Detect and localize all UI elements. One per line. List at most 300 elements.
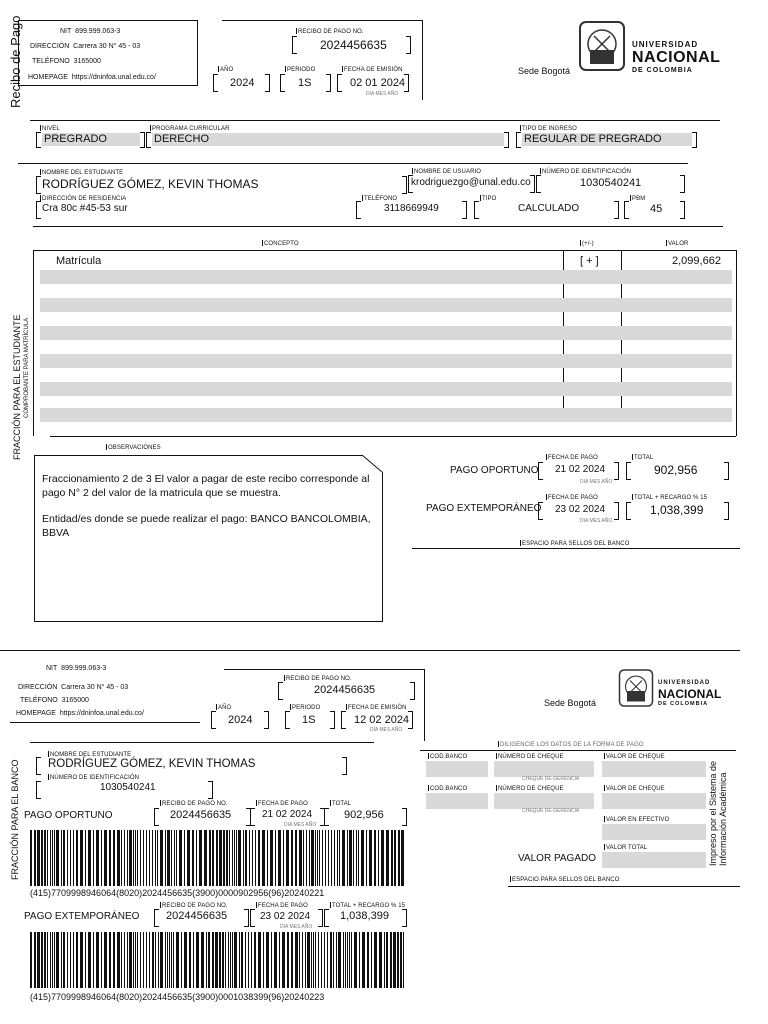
barcode-bar bbox=[271, 932, 272, 988]
barcode-bar bbox=[157, 830, 158, 886]
barcode-bar bbox=[37, 830, 40, 886]
barcode-bar bbox=[325, 830, 326, 886]
homepage-row[interactable]: HOMEPAGE https://dninfoa.unal.edu.co/ bbox=[28, 74, 156, 81]
barcode-bar bbox=[165, 932, 166, 988]
logo-text-1: UNIVERSIDAD bbox=[632, 40, 699, 49]
barcode-bar bbox=[50, 932, 51, 988]
barcode-bar bbox=[165, 830, 166, 886]
barcode-bar bbox=[390, 932, 392, 988]
ingreso-label: TIPO DE INGRESO bbox=[522, 126, 577, 132]
barcode-bar bbox=[208, 932, 210, 988]
barcode-bar bbox=[366, 830, 367, 886]
barcode-bar bbox=[129, 830, 132, 886]
barcode-bar bbox=[248, 932, 249, 988]
barcode-bar bbox=[196, 932, 199, 988]
valor-cheque-input-1[interactable] bbox=[602, 761, 706, 777]
barcode-bar bbox=[333, 932, 334, 988]
barcode-bar bbox=[334, 830, 335, 886]
barcode-bar bbox=[378, 830, 379, 886]
barcode-bar bbox=[254, 932, 256, 988]
barcode-bar bbox=[347, 830, 348, 886]
barcode-bar bbox=[236, 830, 237, 886]
concepto-value: Matrícula bbox=[56, 255, 102, 267]
barcode-bar bbox=[245, 932, 246, 988]
recargo-label: TOTAL + RECARGO % 15 bbox=[634, 495, 708, 501]
barcode-bar bbox=[267, 830, 268, 886]
barcode-bar bbox=[44, 830, 46, 886]
diligencie-label: DILIGENCIE LOS DATOS DE LA FORMA DE PAGO bbox=[500, 742, 644, 748]
barcode-bar bbox=[393, 932, 396, 988]
side-title: Recibo de Pago bbox=[8, 15, 23, 108]
num-cheque-input-2[interactable] bbox=[494, 793, 594, 809]
extemp-total: 1,038,399 bbox=[650, 503, 704, 517]
barcode-bar bbox=[52, 830, 53, 886]
barcode-bar bbox=[201, 932, 204, 988]
barcode-bar bbox=[295, 830, 297, 886]
valor-total-input[interactable] bbox=[602, 852, 706, 868]
bank-student-name: RODRÍGUEZ GÓMEZ, KEVIN THOMAS bbox=[48, 758, 256, 770]
valor-pagado-label: VALOR PAGADO bbox=[518, 853, 596, 864]
header-rule bbox=[222, 20, 422, 21]
barcode-bar bbox=[160, 830, 163, 886]
university-seal-icon bbox=[578, 20, 626, 72]
oportuno-total: 902,956 bbox=[654, 463, 698, 477]
barcode-bar bbox=[286, 830, 289, 886]
barcode-bar bbox=[212, 932, 214, 988]
concept-row-stripe bbox=[40, 270, 732, 284]
barcode-bar bbox=[184, 932, 187, 988]
barcode-bar bbox=[47, 830, 48, 886]
barcode-bar bbox=[398, 830, 400, 886]
barcode-bar bbox=[351, 932, 352, 988]
barcode-bar bbox=[331, 830, 332, 886]
barcode-bar bbox=[44, 932, 46, 988]
barcode-bar bbox=[179, 830, 182, 886]
concept-row-stripe bbox=[40, 408, 732, 422]
barcode-bar bbox=[245, 830, 247, 886]
anio-value: 2024 bbox=[230, 77, 255, 89]
barcode-bar bbox=[50, 830, 51, 886]
barcode-bar bbox=[158, 932, 159, 988]
observaciones-text-1: Fraccionamiento 2 de 3 El valor a pagar de este recibo corresponde al pago N° 2 del valor de la matricula que se muestra. bbox=[42, 473, 370, 499]
barcode-bar bbox=[291, 932, 293, 988]
barcode-bar bbox=[226, 830, 228, 886]
barcode-bar bbox=[330, 932, 332, 988]
barcode-bar bbox=[319, 830, 320, 886]
barcode-bar bbox=[204, 830, 207, 886]
barcode-oportuno bbox=[30, 830, 406, 886]
barcode-bar bbox=[394, 830, 396, 886]
barcode-bar bbox=[160, 932, 163, 988]
barcode-bar bbox=[67, 830, 68, 886]
barcode-bar bbox=[96, 932, 99, 988]
barcode-bar bbox=[229, 830, 230, 886]
barcode-bar bbox=[381, 830, 384, 886]
comprobante-label: COMPROBANTE PARA MATRÍCULA bbox=[24, 317, 30, 418]
num-cheque-input-1[interactable] bbox=[494, 761, 594, 777]
signo-value: [ + ] bbox=[580, 255, 599, 267]
barcode-bar bbox=[303, 830, 304, 886]
barcode-bar bbox=[384, 932, 385, 988]
barcode-bar bbox=[371, 932, 372, 988]
periodo-label: PERIODO bbox=[287, 67, 316, 73]
barcode-bar bbox=[266, 932, 269, 988]
barcode-bar bbox=[263, 932, 264, 988]
barcode-bar bbox=[167, 932, 168, 988]
barcode-bar bbox=[287, 932, 289, 988]
barcode-bar bbox=[219, 932, 221, 988]
telefono-student-value: 3118669949 bbox=[384, 203, 439, 214]
barcode-bar bbox=[93, 830, 94, 886]
barcode-bar bbox=[56, 932, 59, 988]
university-seal-icon-small bbox=[618, 668, 654, 708]
barcode-bar bbox=[327, 932, 328, 988]
ingreso-value: REGULAR DE PREGRADO bbox=[524, 133, 662, 145]
barcode-bar bbox=[230, 932, 231, 988]
extemp-fecha: 23 02 2024 bbox=[555, 504, 606, 515]
barcode-bar bbox=[354, 932, 357, 988]
barcode-bar bbox=[171, 932, 172, 988]
barcode-bar bbox=[34, 932, 36, 988]
barcode-bar bbox=[76, 932, 78, 988]
barcode-bar bbox=[258, 932, 261, 988]
barcode-bar bbox=[347, 932, 348, 988]
barcode-bar bbox=[52, 932, 53, 988]
direccion-residencia-label: DIRECCIÓN DE RESIDENCIA bbox=[42, 196, 127, 202]
barcode-bar bbox=[96, 830, 99, 886]
nit-row: NIT 899.999.063-3 bbox=[60, 28, 121, 35]
observaciones-text-2: Entidad/es donde se puede realizar el pago: BANCO BANCOLOMBIA, BBVA bbox=[42, 513, 371, 539]
barcode-bar bbox=[328, 830, 329, 886]
barcode-bar bbox=[41, 830, 43, 886]
concept-row-stripe bbox=[40, 354, 732, 368]
barcode-bar bbox=[73, 932, 74, 988]
barcode-bar bbox=[374, 830, 376, 886]
barcode-bar bbox=[70, 932, 71, 988]
barcode-bar bbox=[324, 932, 325, 988]
barcode-bar bbox=[113, 830, 115, 886]
barcode-bar bbox=[88, 830, 91, 886]
emision-value: 02 01 2024 bbox=[350, 77, 406, 89]
barcode-bar bbox=[353, 830, 354, 886]
barcode-bar bbox=[216, 830, 218, 886]
barcode-bar bbox=[199, 830, 202, 886]
barcode-bar bbox=[63, 932, 65, 988]
barcode-bar bbox=[54, 932, 55, 988]
fraccion-banco-label: FRACCIÓN PARA EL BANCO bbox=[10, 759, 20, 880]
barcode-text-extemporaneo: (415)7709998946064(8020)2024456635(3900)0001038399(96)20240223 bbox=[30, 992, 325, 1002]
barcode-bar bbox=[67, 932, 68, 988]
barcode-bar bbox=[401, 830, 404, 886]
concept-row-stripe bbox=[40, 298, 732, 312]
barcode-bar bbox=[345, 932, 346, 988]
barcode-bar bbox=[362, 932, 365, 988]
barcode-bar bbox=[302, 932, 303, 988]
barcode-bar bbox=[155, 932, 156, 988]
barcode-bar bbox=[283, 830, 284, 886]
barcode-bar bbox=[342, 830, 345, 886]
sellos-label: ESPACIO PARA SELLOS DEL BANCO bbox=[522, 541, 630, 547]
barcode-bar bbox=[135, 932, 136, 988]
sede: Sede Bogotá bbox=[518, 66, 571, 76]
barcode-bar bbox=[403, 932, 404, 988]
barcode-bar bbox=[343, 932, 344, 988]
barcode-bar bbox=[127, 830, 128, 886]
barcode-bar bbox=[47, 932, 48, 988]
barcode-bar bbox=[317, 830, 318, 886]
pago-oportuno-label: PAGO OPORTUNO bbox=[450, 465, 539, 476]
barcode-bar bbox=[241, 932, 243, 988]
cut-line bbox=[0, 650, 740, 651]
barcode-bar bbox=[369, 830, 372, 886]
barcode-bar bbox=[129, 932, 132, 988]
programa-label: PROGRAMA CURRICULAR bbox=[152, 126, 230, 132]
direccion-row: DIRECCIÓN Carrera 30 N° 45 - 03 bbox=[30, 43, 141, 50]
barcode-bar bbox=[34, 830, 36, 886]
barcode-bar bbox=[238, 830, 241, 886]
anio-label: AÑO bbox=[220, 67, 234, 73]
barcode-bar bbox=[299, 932, 300, 988]
barcode-bar bbox=[149, 830, 150, 886]
barcode-bar bbox=[61, 830, 62, 886]
barcode-bar bbox=[181, 932, 182, 988]
barcode-bar bbox=[117, 830, 120, 886]
barcode-bar bbox=[339, 830, 340, 886]
header-rule-v bbox=[422, 20, 423, 100]
barcode-bar bbox=[143, 932, 144, 988]
barcode-bar bbox=[124, 830, 125, 886]
barcode-bar bbox=[252, 830, 253, 886]
barcode-bar bbox=[337, 830, 338, 886]
emision-label: FECHA DE EMISIÓN bbox=[344, 67, 403, 73]
barcode-bar bbox=[41, 932, 43, 988]
cod-banco-input-1[interactable] bbox=[426, 761, 488, 777]
barcode-bar bbox=[140, 932, 141, 988]
dia-mes-anio: DIA MES AÑO bbox=[366, 91, 399, 97]
barcode-bar bbox=[232, 932, 233, 988]
barcode-bar bbox=[127, 932, 128, 988]
barcode-bar bbox=[37, 932, 40, 988]
barcode-bar bbox=[137, 932, 138, 988]
barcode-bar bbox=[282, 932, 285, 988]
barcode-bar bbox=[80, 830, 83, 886]
barcode-bar bbox=[184, 830, 185, 886]
logo-text-3: DE COLOMBIA bbox=[632, 67, 693, 74]
barcode-bar bbox=[397, 932, 399, 988]
barcode-bar bbox=[222, 932, 224, 988]
barcode-bar bbox=[117, 932, 120, 988]
barcode-bar bbox=[311, 830, 314, 886]
barcode-bar bbox=[361, 830, 364, 886]
pbm-value: 45 bbox=[650, 203, 663, 215]
bank-recibo-number: 2024456635 bbox=[314, 684, 376, 696]
nivel-value: PREGRADO bbox=[44, 133, 107, 145]
barcode-bar bbox=[121, 932, 122, 988]
barcode-bar bbox=[232, 830, 233, 886]
barcode-bar bbox=[359, 932, 360, 988]
pago-extemp-label: PAGO EXTEMPORÁNEO bbox=[426, 503, 542, 514]
barcode-bar bbox=[85, 932, 86, 988]
usuario-label: NOMBRE DE USUARIO bbox=[414, 169, 482, 175]
barcode-bar bbox=[133, 932, 134, 988]
barcode-bar bbox=[174, 830, 175, 886]
barcode-bar bbox=[196, 830, 197, 886]
bank-emision: 12 02 2024 bbox=[354, 714, 410, 726]
barcode-bar bbox=[336, 932, 337, 988]
barcode-bar bbox=[146, 830, 147, 886]
barcode-bar bbox=[61, 932, 62, 988]
barcode-bar bbox=[135, 830, 136, 886]
barcode-bar bbox=[311, 932, 312, 988]
valor-efectivo-input[interactable] bbox=[602, 824, 706, 840]
telefono-student-label: TELÉFONO bbox=[364, 196, 398, 202]
barcode-bar bbox=[76, 830, 78, 886]
barcode-bar bbox=[313, 932, 314, 988]
observaciones-label: OBSERVACIONES bbox=[108, 445, 161, 451]
barcode-bar bbox=[225, 932, 226, 988]
barcode-bar bbox=[93, 932, 94, 988]
barcode-bar bbox=[251, 932, 252, 988]
barcode-bar bbox=[30, 830, 32, 886]
barcode-bar bbox=[349, 830, 352, 886]
barcode-bar bbox=[234, 932, 237, 988]
barcode-bar bbox=[80, 932, 83, 988]
barcode-bar bbox=[356, 830, 357, 886]
barcode-bar bbox=[215, 932, 218, 988]
barcode-bar bbox=[338, 932, 341, 988]
barcode-bar bbox=[143, 830, 144, 886]
barcode-bar bbox=[152, 830, 153, 886]
barcode-bar bbox=[270, 830, 273, 886]
barcode-bar bbox=[104, 932, 107, 988]
barcode-bar bbox=[274, 932, 277, 988]
barcode-bar bbox=[374, 932, 377, 988]
barcode-bar bbox=[173, 932, 174, 988]
barcode-bar bbox=[262, 830, 265, 886]
telefono-row: TELÉFONO 3165000 bbox=[32, 58, 101, 65]
barcode-bar bbox=[124, 932, 125, 988]
fraccion-estudiante-label: FRACCIÓN PARA EL ESTUDIANTE bbox=[12, 314, 22, 460]
barcode-bar bbox=[212, 830, 214, 886]
barcode-bar bbox=[193, 932, 194, 988]
barcode-bar bbox=[101, 830, 102, 886]
barcode-bar bbox=[391, 830, 393, 886]
student-name: RODRÍGUEZ GÓMEZ, KEVIN THOMAS bbox=[42, 177, 259, 191]
barcode-bar bbox=[239, 932, 240, 988]
bank-identificacion: 1030540241 bbox=[100, 782, 156, 793]
barcode-bar bbox=[137, 830, 138, 886]
nombre-label: NOMBRE DEL ESTUDIANTE bbox=[42, 170, 124, 176]
barcode-bar bbox=[278, 830, 281, 886]
concept-row-stripe bbox=[40, 326, 732, 340]
barcode-bar bbox=[133, 830, 134, 886]
signo-label: (+/-) bbox=[582, 241, 594, 247]
barcode-bar bbox=[187, 830, 190, 886]
usuario-value: krodriguezgo@unal.edu.co bbox=[411, 177, 531, 188]
barcode-bar bbox=[113, 932, 115, 988]
barcode-bar bbox=[85, 830, 86, 886]
logo-text-2: NACIONAL bbox=[632, 49, 721, 66]
barcode-bar bbox=[321, 932, 322, 988]
barcode-bar bbox=[56, 830, 59, 886]
barcode-bar bbox=[228, 932, 229, 988]
barcode-bar bbox=[291, 830, 293, 886]
barcode-bar bbox=[306, 830, 307, 886]
barcode-bar bbox=[295, 932, 298, 988]
barcode-bar bbox=[167, 830, 170, 886]
recibo-number: 2024456635 bbox=[320, 38, 387, 52]
barcode-bar bbox=[30, 932, 32, 988]
barcode-bar bbox=[149, 932, 150, 988]
bank-extemp-label: PAGO EXTEMPORÁNEO bbox=[24, 911, 140, 922]
barcode-bar bbox=[206, 932, 207, 988]
barcode-bar bbox=[155, 830, 156, 886]
barcode-bar bbox=[279, 932, 280, 988]
identificacion-value: 1030540241 bbox=[580, 177, 642, 189]
barcode-bar bbox=[140, 830, 141, 886]
barcode-bar bbox=[358, 830, 359, 886]
barcode-bar bbox=[88, 932, 91, 988]
concept-row-stripe bbox=[40, 382, 732, 396]
barcode-text-oportuno: (415)7709998946064(8020)2024456635(3900)0000902956(96)20240221 bbox=[30, 888, 325, 898]
total-label: TOTAL bbox=[634, 455, 654, 461]
barcode-bar bbox=[315, 932, 316, 988]
barcode-bar bbox=[192, 830, 194, 886]
programa-value: DERECHO bbox=[154, 133, 210, 145]
barcode-bar bbox=[54, 830, 55, 886]
barcode-bar bbox=[209, 830, 211, 886]
concepto-label: CONCEPTO bbox=[264, 241, 299, 247]
barcode-bar bbox=[315, 830, 316, 886]
barcode-bar bbox=[176, 830, 177, 886]
pbm-label: PBM bbox=[632, 196, 646, 202]
barcode-bar bbox=[307, 932, 310, 988]
identificacion-label: NÚMERO DE IDENTIFICACIÓN bbox=[542, 169, 632, 175]
cod-banco-input-2[interactable] bbox=[426, 793, 488, 809]
impreso-label: Impreso por el Sistema de Información Académica bbox=[708, 760, 728, 866]
barcode-bar bbox=[104, 830, 107, 886]
barcode-bar bbox=[63, 830, 65, 886]
barcode-bar bbox=[219, 830, 222, 886]
barcode-bar bbox=[318, 932, 319, 988]
barcode-bar bbox=[109, 932, 111, 988]
barcode-bar bbox=[305, 932, 306, 988]
bank-oportuno-label: PAGO OPORTUNO bbox=[24, 810, 113, 821]
barcode-bar bbox=[379, 932, 382, 988]
barcode-bar bbox=[169, 932, 170, 988]
nivel-label: NIVEL bbox=[42, 126, 60, 132]
barcode-bar bbox=[101, 932, 102, 988]
tipo-label: TIPO bbox=[482, 196, 497, 202]
barcode-extemporaneo bbox=[30, 932, 406, 988]
barcode-bar bbox=[152, 932, 154, 988]
barcode-bar bbox=[243, 830, 244, 886]
barcode-bar bbox=[121, 830, 122, 886]
barcode-bar bbox=[73, 830, 74, 886]
valor-label: VALOR bbox=[668, 241, 689, 247]
barcode-bar bbox=[223, 830, 225, 886]
periodo-value: 1S bbox=[298, 77, 312, 89]
barcode-bar bbox=[367, 932, 369, 988]
barcode-bar bbox=[309, 830, 310, 886]
barcode-bar bbox=[299, 830, 302, 886]
barcode-bar bbox=[349, 932, 350, 988]
barcode-bar bbox=[234, 830, 235, 886]
barcode-bar bbox=[249, 830, 250, 886]
valor-value: 2,099,662 bbox=[672, 255, 721, 267]
barcode-bar bbox=[171, 830, 172, 886]
valor-cheque-input-2[interactable] bbox=[602, 793, 706, 809]
